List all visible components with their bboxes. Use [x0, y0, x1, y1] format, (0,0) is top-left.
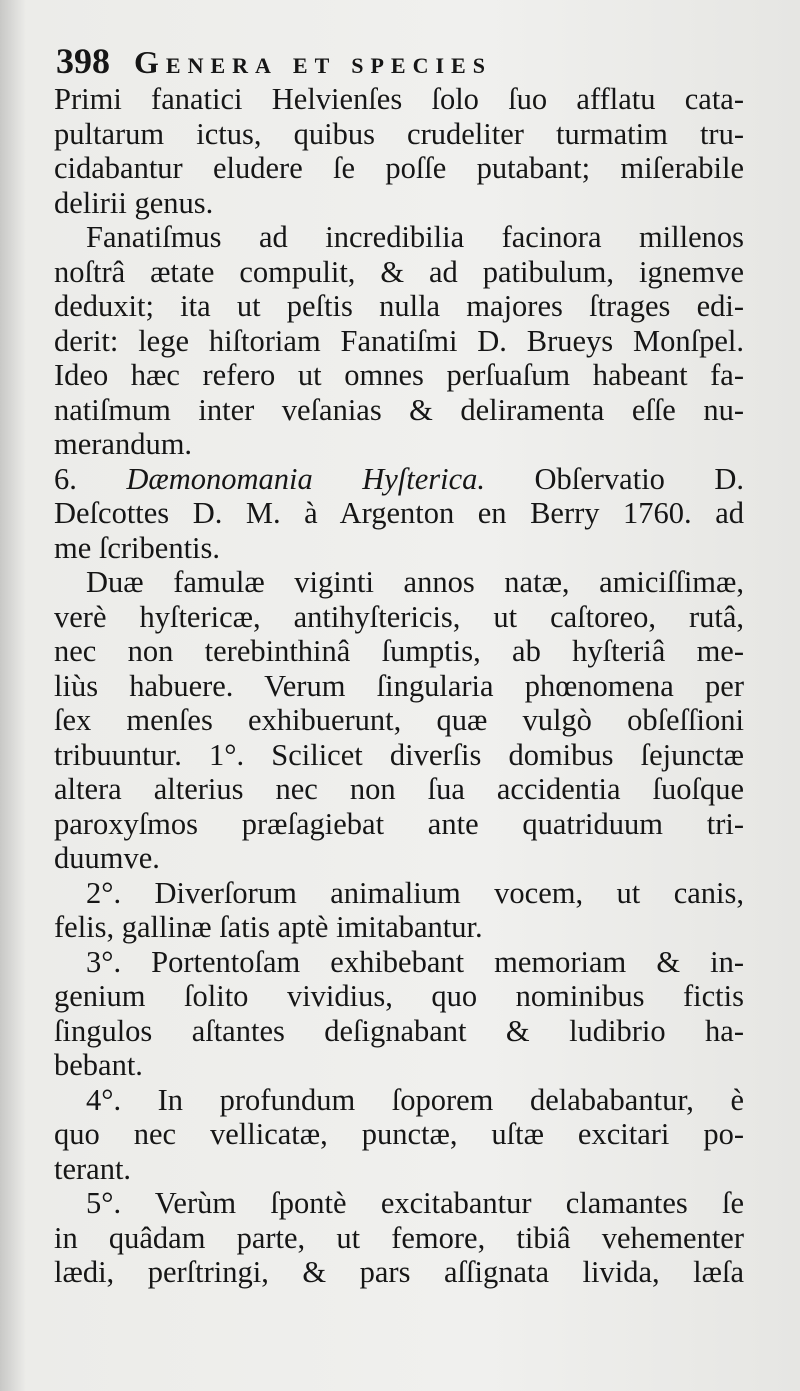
text-line: verè hyſtericæ, antihyſtericis, ut caſtoreo, rutâ, [54, 599, 744, 634]
paragraph [54, 82, 744, 220]
text-line: in quâdam parte, ut femore, tibiâ vehementer [54, 1220, 744, 1255]
paragraph [54, 1186, 744, 1290]
text-line: Duæ famulæ viginti annos natæ, amiciſſimæ, [86, 565, 744, 599]
text-line: lædi, perſtringi, & pars aſſignata livida, læſa [54, 1255, 744, 1289]
text-line: natiſmum inter veſanias & deliramenta eſſe nu- [54, 392, 744, 427]
paragraph [54, 945, 744, 1083]
text-line: quo nec vellicatæ, punctæ, uſtæ excitari po- [54, 1117, 744, 1151]
text-line: 3°. Portentoſam exhibebant memoriam & in- [86, 944, 744, 979]
text-line: genium ſolito vividius, quo nominibus fictis [54, 979, 744, 1013]
text-line: 4°. In profundum ſoporem delababantur, è [86, 1082, 744, 1117]
section-number: 6. [54, 461, 77, 496]
text-line: ſingulos aſtantes deſignabant & ludibrio ha- [54, 1013, 744, 1048]
text-line: Fanatiſmus ad incredibilia facinora millenos [86, 220, 744, 254]
text-line: Primi fanatici Helvienſes ſolo ſuo afflatu cata- [54, 82, 744, 116]
text-line: deduxit; ita ut peſtis nulla majores ſtrages edi- [54, 289, 744, 323]
text-line: bebant. [54, 1048, 143, 1082]
text-line: duumve. [54, 841, 160, 875]
body-text [54, 82, 744, 1290]
paragraph [54, 565, 744, 876]
text-line: tribuuntur. 1°. Scilicet diverſis domibus ſejunctæ [54, 737, 744, 772]
text-line: Ideo hæc refero ut omnes perſuaſum habeant fa- [54, 358, 744, 392]
text-line: liùs habuere. Verum ſingularia phœnomena per [54, 668, 744, 703]
paragraph [54, 220, 744, 462]
text-fragment: Obſervatio D. [534, 461, 745, 496]
text-line: paroxyſmos præſagiebat ante quatriduum tri- [54, 806, 744, 841]
running-title: Genera et species [134, 44, 492, 80]
section-paragraph [54, 462, 744, 566]
text-line: Deſcottes D. M. à Argenton en Berry 1760. ad [54, 496, 744, 530]
page-number: 398 [56, 41, 110, 81]
text-line: cidabantur eludere ſe poſſe putabant; miſerabile [54, 151, 744, 185]
text-line: merandum. [54, 427, 193, 461]
section-title: Dæmonomania Hyſterica. [126, 461, 486, 496]
paragraph [54, 1083, 744, 1187]
text-line: derit: lege hiſtoriam Fanatiſmi D. Brueys Monſpel. [54, 323, 744, 358]
text-line: 2°. Diverſorum animalium vocem, ut canis, [86, 875, 744, 910]
text-line: ſex menſes exhibuerunt, quæ vulgò obſeſſioni [54, 703, 744, 737]
text-line: delirii genus. [54, 185, 214, 220]
paragraph [54, 876, 744, 945]
text-line: terant. [54, 1151, 132, 1186]
text-line: noſtrâ ætate compulit, & ad patibulum, ignemve [54, 254, 744, 289]
text-line: nec non terebinthinâ ſumptis, ab hyſteriâ me- [54, 634, 744, 668]
text-line [54, 462, 744, 497]
text-line: altera alterius nec non ſua accidentia ſuoſque [54, 772, 744, 806]
text-line: 5°. Verùm ſpontè excitabantur clamantes ſe [86, 1186, 744, 1220]
text-line: felis, gallinæ ſatis aptè imitabantur. [54, 910, 483, 944]
text-line: me ſcribentis. [54, 530, 221, 565]
text-line: pultarum ictus, quibus crudeliter turmatim tru- [54, 116, 744, 151]
